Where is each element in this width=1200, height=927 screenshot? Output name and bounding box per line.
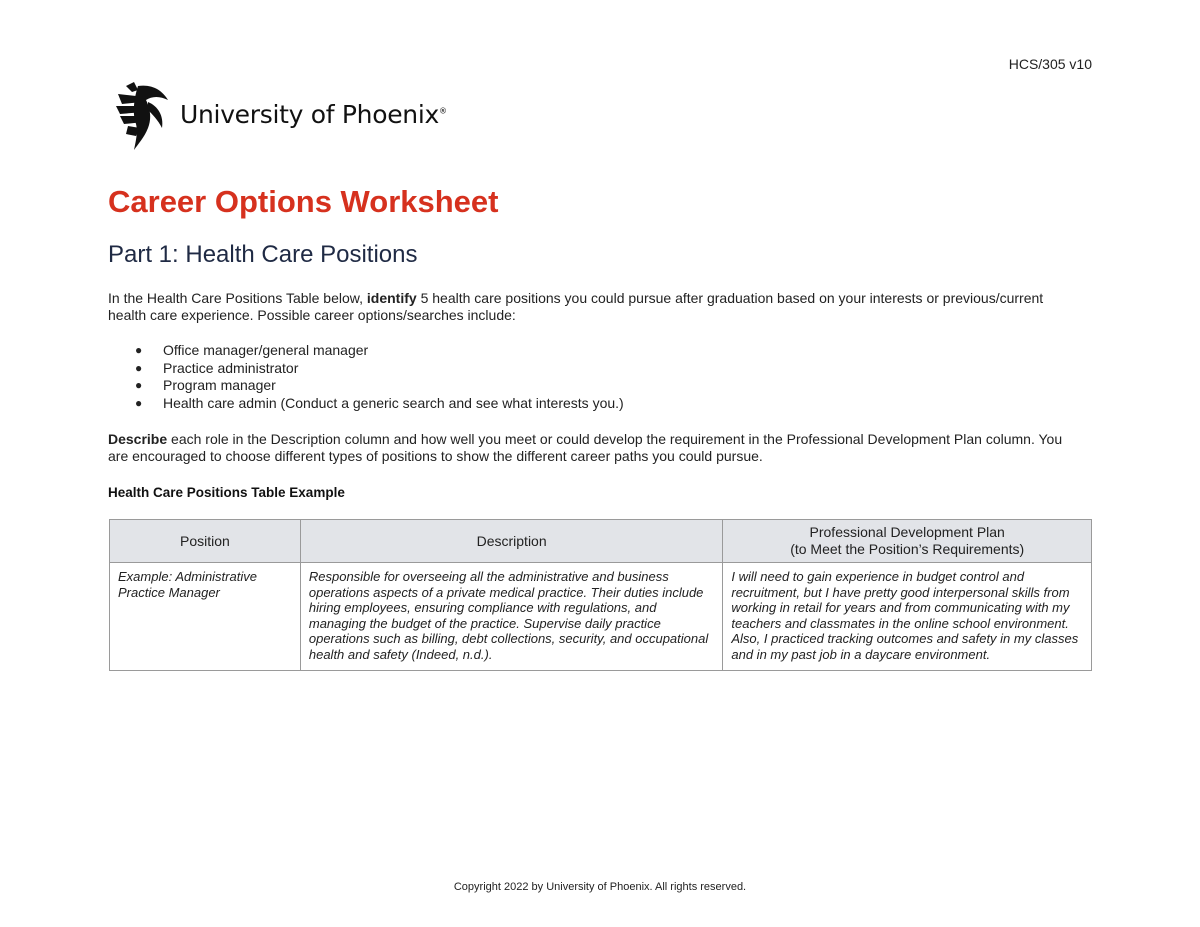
intro-paragraph [108, 290, 1068, 324]
bullet-icon: ● [135, 395, 143, 410]
describe-paragraph [108, 431, 1078, 465]
bullet-icon: ● [135, 378, 143, 392]
university-logo [112, 80, 447, 152]
table-caption: Health Care Positions Table Example [108, 485, 345, 500]
describe-bold: Describe [108, 431, 168, 447]
cell-position: Example: Administrative Practice Manager [110, 563, 301, 671]
list-item [108, 342, 624, 360]
column-header-position: Position [110, 520, 301, 563]
logo-wordmark [180, 100, 447, 129]
bullet-icon: ● [135, 343, 143, 357]
list-item-text: Program manager [163, 377, 276, 393]
page-title: Career Options Worksheet [108, 184, 499, 219]
list-item [108, 377, 624, 395]
course-code: HCS/305 v10 [1008, 56, 1092, 72]
cell-plan: I will need to gain experience in budget control and recruitment, but I have pretty good interpersonal skills from working in retail for years and from communicating with my teachers and classmates in the online school environment. Also, I practiced tracking outcomes and safety in my classes and in my past job in a daycare environment. [723, 563, 1092, 671]
intro-text-after: 5 health care positions you could pursue after graduation based on your interests or previous/current health care experience. Possible career options/searches include: [108, 290, 1044, 323]
table-row [110, 563, 1092, 671]
logo-text: University of Phoenix [180, 99, 439, 129]
bullet-icon: ● [135, 360, 143, 375]
list-item-text: Office manager/general manager [163, 342, 369, 358]
intro-bold: identify [366, 290, 417, 306]
phoenix-bird-icon [112, 80, 172, 152]
list-item [108, 360, 624, 378]
plan-header-line2: (to Meet the Position’s Requirements) [790, 541, 1025, 557]
column-header-plan [723, 520, 1092, 563]
column-header-description: Description [300, 520, 723, 563]
copyright-footer: Copyright 2022 by University of Phoenix. All rights reserved. [453, 881, 747, 893]
intro-text-before: In the Health Care Positions Table below, [108, 290, 367, 306]
list-item [108, 395, 624, 413]
list-item-text: Health care admin (Conduct a generic search and see what interests you.) [163, 394, 624, 411]
registered-mark: ® [438, 106, 447, 116]
health-care-positions-table [109, 519, 1092, 671]
table-header-row [110, 520, 1092, 563]
plan-header-line1: Professional Development Plan [809, 524, 1005, 540]
part-heading: Part 1: Health Care Positions [108, 241, 418, 268]
cell-description: Responsible for overseeing all the administrative and business operations aspects of a private medical practice. Their duties include hiring employees, ensuring compliance with regulations, and managing the budget of the practice. Supervise daily practice operations such as billing, debt collections, security, and occupational health and safety (Indeed, n.d.). [300, 563, 723, 671]
describe-text: each role in the Description column and how well you meet or could develop the requirement in the Professional Development Plan column. You are encouraged to choose different types of positions to show the different career paths you could pursue. [108, 431, 1063, 464]
career-options-list [108, 342, 624, 412]
list-item-text: Practice administrator [163, 359, 299, 376]
